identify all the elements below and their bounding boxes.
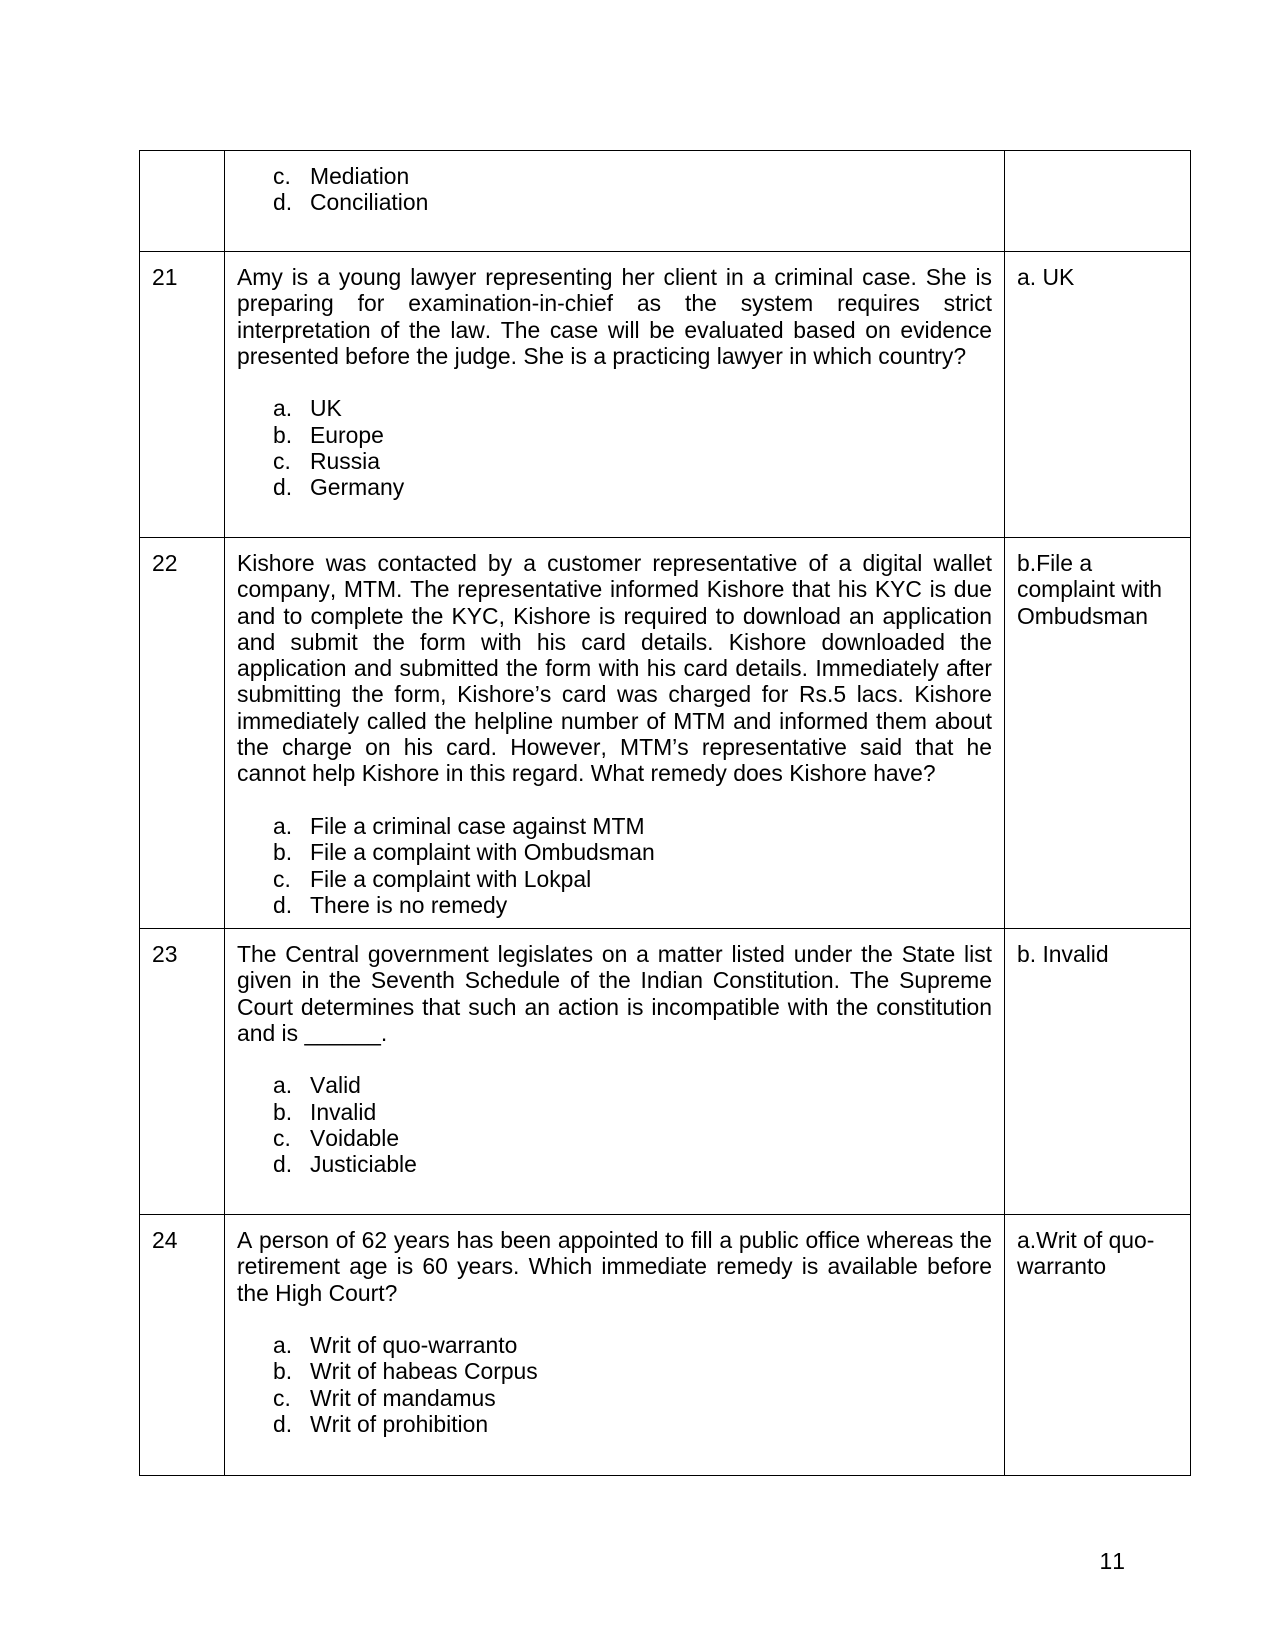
question-number: 22 [152,550,178,576]
option-text: Conciliation [310,189,429,216]
option-item [237,839,992,865]
option-label: c. [273,865,291,892]
option-text: Europe [310,421,384,448]
option-text: Mediation [310,163,410,189]
option-text: Russia [310,448,380,475]
option-item [237,1411,992,1437]
option-label: b. [273,1098,293,1125]
question-number-cell [140,252,225,538]
answer-cell [1005,929,1191,1215]
option-label: c. [273,1384,291,1411]
answer-text: b.File a complaint with Ombudsman [1017,550,1163,629]
question-text: Kishore was contacted by a customer representative of a digital wallet company, MTM. The representative informed Kishore that his KYC is due and to complete the KYC, Kishore is required to download an application and submit the form with his card details. Kishore downloaded the application and submitted the form with his card details. Immediately after submitting the form, Kishore’s card was charged for Rs.5 lacs. Kishore immediately called the helpline number of MTM and informed them about the charge on his card. However, MTM’s representative said that he cannot help Kishore in this regard. What remedy does Kishore have? [237,550,992,787]
question-number: 23 [152,941,178,967]
option-list [237,1332,992,1437]
question-cell [225,929,1005,1215]
option-label: b. [273,839,293,866]
question-cell [225,1215,1005,1476]
page-number: 11 [1099,1548,1125,1574]
option-item [237,1072,992,1098]
table-row [140,1215,1191,1476]
question-number-cell [140,1215,225,1476]
question-cell [225,252,1005,538]
table-row [140,929,1191,1215]
option-item [237,474,992,500]
option-text: Writ of mandamus [310,1384,496,1411]
option-list [237,1072,992,1177]
option-item [237,1125,992,1151]
option-text: Justiciable [310,1151,417,1178]
option-label: d. [273,891,293,918]
option-label: c. [273,163,291,189]
option-list [237,163,992,216]
option-item [237,189,992,215]
option-item [237,1385,992,1411]
option-text: There is no remedy [310,891,508,918]
option-text: File a criminal case against MTM [310,812,645,839]
option-label: a. [273,1072,293,1099]
question-text: Amy is a young lawyer representing her client in a criminal case. She is preparing for examination-in-chief as the system requires strict interpretation of the law. The case will be evaluated based on evidence presented before the judge. She is a practicing lawyer in which country? [237,264,992,369]
option-label: d. [273,1411,293,1438]
answer-text: a.Writ of quo-warranto [1017,1227,1155,1280]
question-number-cell [140,538,225,929]
option-text: File a complaint with Ombudsman [310,839,655,866]
option-text: Invalid [310,1098,377,1125]
question-number-cell [140,151,225,252]
answer-text: b. Invalid [1017,941,1109,967]
option-label: d. [273,1151,293,1178]
option-item [237,1358,992,1384]
option-text: Voidable [310,1125,400,1152]
table-row [140,252,1191,538]
option-text: Writ of quo-warranto [310,1332,518,1359]
option-text: Writ of prohibition [310,1411,489,1438]
option-text: UK [310,395,342,422]
question-text: The Central government legislates on a matter listed under the State list given in the Seventh Schedule of the Indian Constitution. The Supreme Court determines that such an action is incompatible with the constitution and is ______. [237,941,992,1046]
answer-cell [1005,1215,1191,1476]
option-item [237,1099,992,1125]
option-label: a. [273,1332,293,1359]
question-number: 24 [152,1227,178,1253]
option-label: b. [273,1358,293,1385]
option-label: a. [273,395,293,422]
answer-cell [1005,252,1191,538]
option-text: Writ of habeas Corpus [310,1358,538,1385]
table-row [140,151,1191,252]
option-list [237,813,992,918]
option-item [237,866,992,892]
option-item [237,892,992,918]
option-label: a. [273,812,293,839]
answer-cell [1005,538,1191,929]
option-text: File a complaint with Lokpal [310,865,592,892]
option-item [237,813,992,839]
option-label: d. [273,189,293,216]
question-table [139,150,1191,1476]
answer-cell [1005,151,1191,252]
question-number-cell [140,929,225,1215]
table-row [140,538,1191,929]
question-number: 21 [152,264,178,290]
question-cell [225,538,1005,929]
option-item [237,163,992,189]
option-list [237,395,992,500]
answer-text: a. UK [1017,264,1075,290]
option-text: Valid [310,1072,361,1099]
option-item [237,1332,992,1358]
option-label: c. [273,1125,291,1152]
option-item [237,422,992,448]
option-item [237,395,992,421]
question-text: A person of 62 years has been appointed to fill a public office whereas the retirement age is 60 years. Which immediate remedy is available before the High Court? [237,1227,992,1306]
option-text: Germany [310,474,405,501]
option-item [237,448,992,474]
option-label: c. [273,448,291,475]
option-label: b. [273,421,293,448]
option-item [237,1151,992,1177]
option-label: d. [273,474,293,501]
question-cell [225,151,1005,252]
